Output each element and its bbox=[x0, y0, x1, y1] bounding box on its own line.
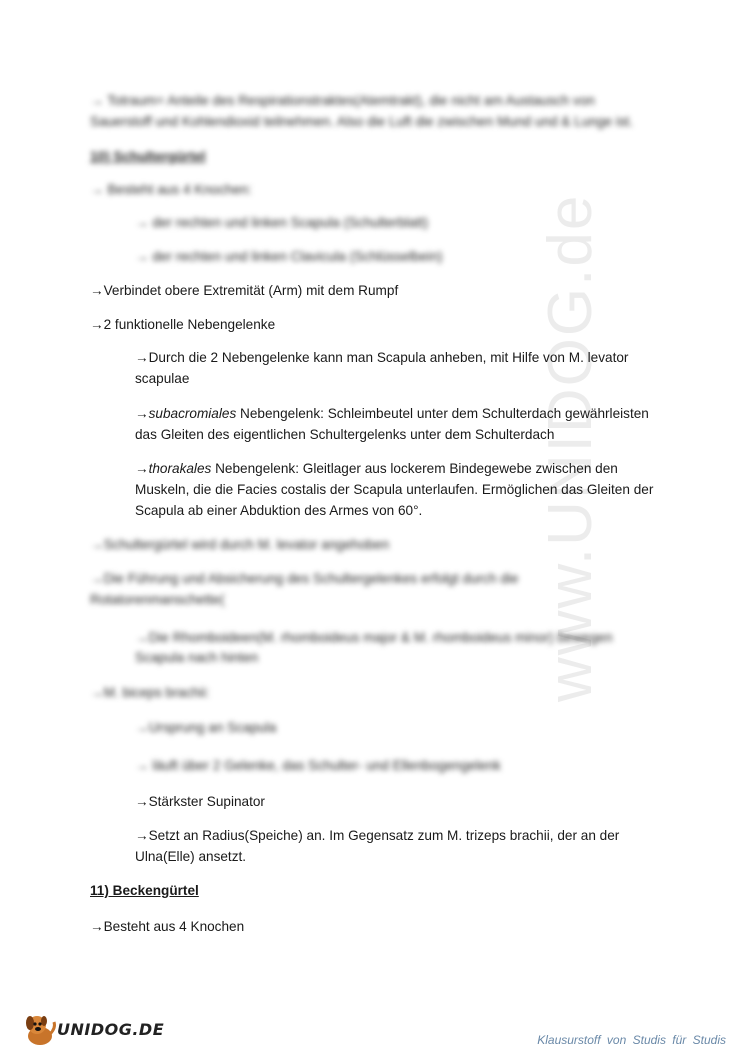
term-subacromiales: subacromiales bbox=[148, 406, 237, 421]
line-scapula-anheben: →Durch die 2 Nebengelenke kann man Scapula anheben, mit Hilfe von M. levator bbox=[135, 350, 629, 365]
line-nebengelenke: →2 funktionelle Nebengelenke bbox=[90, 317, 276, 332]
heading-beckengürtel: 11) Beckengürtel bbox=[90, 883, 199, 898]
dog-mascot-icon bbox=[22, 1010, 58, 1048]
line-thorakales-cont: Muskeln, die die Facies costalis der Scapula unterlaufen. Ermöglichen das Gleiten der bbox=[135, 482, 654, 497]
blurred-line-ursprung: →Ursprung an Scapula bbox=[135, 720, 277, 735]
footer-tagline: Klausurstoff von Studis für Studis bbox=[537, 1033, 726, 1047]
blurred-line-rhomboideen-cont: Scapula nach hinten bbox=[135, 650, 259, 665]
term-thorakales: thorakales bbox=[148, 461, 212, 476]
blurred-heading-schultergürtel: 10) Schultergürtel bbox=[90, 149, 206, 164]
line-setzt-an: →Setzt an Radius(Speiche) an. Im Gegensatz zum M. trizeps brachii, der an der bbox=[135, 828, 620, 843]
line-besteht: →Besteht aus 4 Knochen bbox=[90, 919, 245, 934]
line-thorakales bbox=[135, 458, 618, 479]
line-setzt-an-cont: Ulna(Elle) ansetzt. bbox=[135, 849, 247, 864]
line-thorakales-cont-2: Scapula ab einer Abduktion des Armes von 60°. bbox=[135, 503, 423, 518]
thorakales-text: Nebengelenk: Gleitlager aus lockerem Bindegewebe zwischen den bbox=[211, 461, 618, 476]
arrow-glyph: → bbox=[135, 461, 149, 476]
blurred-line-clavicula: → der rechten und linken Clavicula (Schlüsselbein) bbox=[135, 249, 443, 264]
blurred-line-fuehrung: →Die Führung und Absicherung des Schultergelenkes erfolgt durch die bbox=[90, 571, 519, 586]
blurred-line-rotatoren: Rotatorenmanschette( bbox=[90, 592, 225, 607]
blurred-line-levator: →Schultergürtel wird durch M. levator angehoben bbox=[90, 537, 390, 552]
line-subacromiales-cont: das Gleiten des eigentlichen Schultergelenks unter dem Schulterdach bbox=[135, 427, 555, 442]
line-subacromiales bbox=[135, 403, 649, 424]
watermark: www.UNIDOG.de bbox=[536, 193, 605, 702]
blurred-line-totraum-cont: Sauerstoff und Kohlendioxid teilnehmen. Also die Luft die zwischen Mund und & Lunge ist. bbox=[90, 114, 634, 129]
logo-text: UNIDOG.DE bbox=[57, 1020, 165, 1039]
blurred-line-totraum: → Totraum= Anteile des Respirationstraktes(Atemtrakt), die nicht am Austausch von bbox=[90, 93, 595, 108]
line-scapula-anheben-cont: scapulae bbox=[135, 371, 190, 386]
subacromiales-text: Nebengelenk: Schleimbeutel unter dem Schulterdach gewährleisten bbox=[236, 406, 649, 421]
blurred-line-biceps: →M. biceps brachii: bbox=[90, 685, 210, 700]
blurred-line-scapula: → der rechten und linken Scapula (Schulterblatt) bbox=[135, 215, 429, 230]
blurred-line-gelenke: → läuft über 2 Gelenke, das Schulter- und Ellenbogengelenk bbox=[135, 758, 501, 773]
unidog-logo[interactable] bbox=[22, 1010, 165, 1050]
line-staerkster-supinator: →Stärkster Supinator bbox=[135, 794, 265, 809]
blurred-line-rhomboideen: →Die Rhomboideen(M. rhomboideus major & M. rhomboideus minor) bewegen bbox=[135, 630, 613, 645]
line-verbindet: →Verbindet obere Extremität (Arm) mit dem Rumpf bbox=[90, 283, 399, 298]
arrow-glyph: → bbox=[135, 406, 149, 421]
blurred-line-knochen: → Besteht aus 4 Knochen: bbox=[90, 182, 252, 197]
